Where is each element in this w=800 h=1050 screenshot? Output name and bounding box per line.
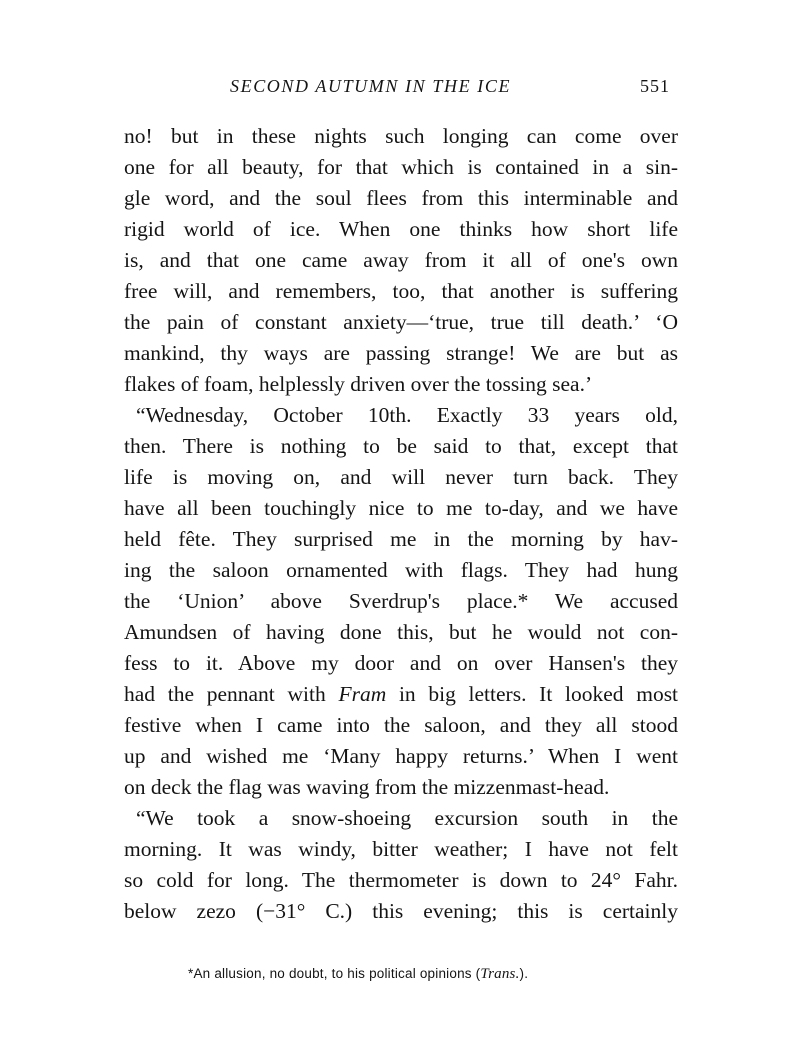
text-line: fess to it. Above my door and on over Hansen's they (124, 651, 678, 675)
text-line: mankind, thy ways are passing strange! We are but as (124, 341, 678, 365)
text-line: ing the saloon ornamented with flags. They had hung (124, 558, 678, 582)
text-line: on deck the flag was waving from the mizzenmast-head. (124, 775, 610, 799)
text-line: festive when I came into the saloon, and they all stood (124, 713, 678, 737)
text-line: gle word, and the soul flees from this interminable and (124, 186, 678, 210)
text-line: then. There is nothing to be said to that, except that (124, 434, 678, 458)
page-number: 551 (640, 76, 670, 96)
text-line: morning. It was windy, bitter weather; I have not felt (124, 837, 678, 861)
text-line: free will, and remembers, too, that another is suffering (124, 279, 678, 303)
text-line-with-italic (124, 679, 678, 710)
text-line: up and wished me ‘Many happy returns.’ When I went (124, 744, 678, 768)
italic-ship-name: Fram (338, 682, 387, 706)
footnote-text: *An allusion, no doubt, to his political opinions ( (188, 966, 481, 981)
text-line: no! but in these nights such longing can come over (124, 124, 678, 148)
text-line: life is moving on, and will never turn back. They (124, 465, 678, 489)
text-segment: in big letters. It looked most (398, 682, 679, 706)
body-text (124, 121, 678, 927)
text-line: the pain of constant anxiety—‘true, true till death.’ ‘O (124, 310, 678, 334)
text-line: below zezo (−31° C.) this evening; this is certainly (124, 899, 678, 923)
running-title: SECOND AUTUMN IN THE ICE (230, 76, 512, 96)
text-segment: had the pennant with (124, 682, 326, 706)
text-line: held fête. They surprised me in the morning by hav- (124, 527, 678, 551)
text-line: so cold for long. The thermometer is down to 24° Fahr. (124, 868, 678, 892)
text-line: one for all beauty, for that which is contained in a sin- (124, 155, 678, 179)
text-line: the ‘Union’ above Sverdrup's place.* We accused (124, 589, 678, 613)
text-line: flakes of foam, helplessly driven over the tossing sea.’ (124, 372, 593, 396)
footnote (188, 966, 528, 983)
text-line: “We took a snow-shoeing excursion south in the (136, 806, 678, 830)
text-line: is, and that one came away from it all of one's own (124, 248, 678, 272)
footnote-close: ). (519, 966, 529, 981)
text-line: rigid world of ice. When one thinks how short life (124, 217, 678, 241)
text-line: Amundsen of having done this, but he would not con- (124, 620, 678, 644)
text-line: “Wednesday, October 10th. Exactly 33 years old, (136, 403, 678, 427)
running-header (0, 76, 800, 102)
footnote-italic: Trans. (480, 966, 520, 982)
text-line: have all been touchingly nice to me to-day, and we have (124, 496, 678, 520)
